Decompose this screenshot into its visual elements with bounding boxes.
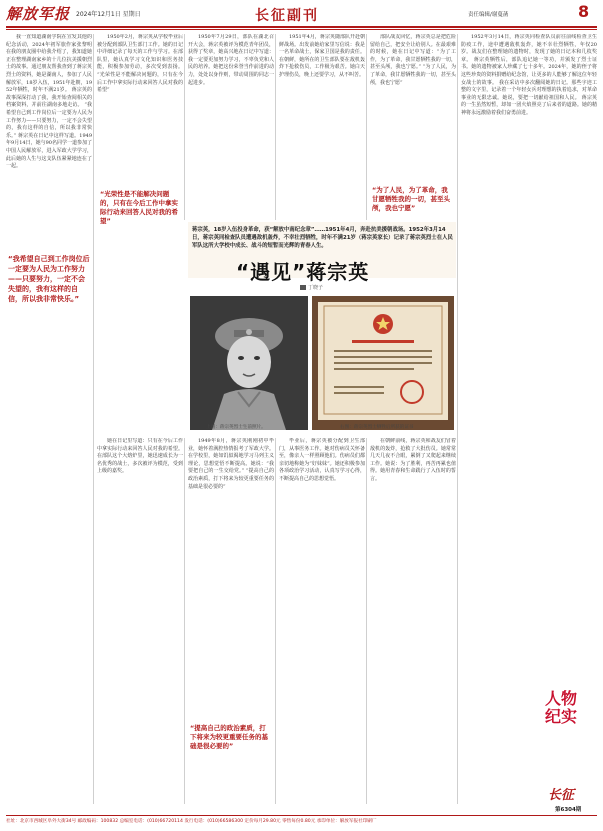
article-deck: 蒋宗英，18岁入伍投身革命，获“解放中南纪念章”……1951年4月，奔赴抗美援朝战场。1952年3月14日，蒋宗英同检查队员遭遇敌机轰炸，不幸壮烈牺牲，时年不满21岁（蒋宗英家长）记录了蒋宗英烈士在人民军队这所大学校中成长、战斗的短暂而光辉的青春人生。 [192,227,453,249]
photo-caption: 右图：蒋宗英烈士牺牲后所获的证书 [340,425,414,430]
author-name: 丁晓子 [308,285,324,291]
pull-quote: “为了人民，为了革命，我甘愿牺牲我的一切，甚至头颅，我也宁愿” [372,186,454,213]
article-column-10 [370,438,456,804]
column-divider [184,438,185,804]
certificate-photo [312,296,454,430]
byline-marker-icon [300,285,306,290]
newspaper-logo: 解放军报 [6,5,71,23]
masthead-rule [6,26,597,28]
article-text: 她在日记里写道：只有在今后工作中拿实际行动来回答人民对我的希望。在部队这个大熔炉里，她迅速成长为一名优秀的战士，多次被评为模范，受到上级的嘉奖。 [97,438,183,475]
article-headline: “遇见”蒋宗英 [236,260,370,284]
pull-quote: “提高自己的政治素质，打下将来为较更重要任务的基础是很必要的” [190,724,272,751]
column-divider [275,34,276,220]
article-column-3 [188,34,274,220]
article-text: 在朝鲜前线，蒋宗英和战友们冒着敌机的轰炸，抢救了大批伤员。她常常几天几夜不合眼，累倒了又爬起来继续工作。她说：为了胜利，再苦再累也值得。她用青春和生命践行了入伍时的誓言。 [370,438,456,482]
issue-number: 第6304期 [555,807,582,813]
article-column-9 [279,438,365,804]
article-text: 我一直知道湖南学院在宣发其他的纪念活动，2024年初军旅作家张黎明在我的朋友圈中给我介绍了，我知道她正在整理湖南家乡的十几位抗美援朝烈士的故事。通过朋友帮我查到了蒋宗英烈士的资料，她是湖南人，参加了人民解放军，18岁入伍，1951年赴朝，1952年牺牲，时年不满21岁。 蒋宗英的故事深深打动了我，我开始查阅相关的档案资料，并前往湖南多地走访。 “我希望自己到工作岗位后一定要为人民为工作努力——只要努力，一定不会失望的，我有这样的自信，所以我非常快乐。” 蒋宗英在日记中这样写道。1949年9月14日，她与90名同学一道参加了中国人民解放军，进入军政大学学习，此后她的人生与这支队伍紧紧地连在了一起。 [6,34,92,170]
column-divider [275,438,276,804]
masthead-rule-thin [6,29,597,30]
article-text: 1950年7月29日，部队在湖北召开大会，蒋宗英被评为模范青年团员，获得了奖章，她高兴地在日记中写道：我一定要更加努力学习，不辜负党和人民的培养。她把这份荣誉当作前进的动力，处处以身作则，带动周围的同志一起进步。 [188,34,274,86]
page-number: 8 [578,2,590,21]
article-column-7 [97,438,183,804]
article-text: 1952年3月14日，蒋宗英同检查队员前往前线检查卫生防疫工作，途中遭遇敌机轰炸，她不幸壮烈牺牲，年仅20岁。战友们在整理她的遗物时，发现了她的日记本和几枚奖章。 蒋宗英牺牲后，部队追记她一等功，并颁发了烈士证书。她的遗物被家人珍藏了七十多年。2024年，她的侄子将这些珍贵的资料捐赠给纪念馆，让更多的人能够了解这位年轻女战士的故事。 我在采访中多次翻阅她的日记。那些字迹工整的文字里，记录着一个年轻女兵对理想的执着追求，对革命事业的无限忠诚。她说，要把一切献给祖国和人民。 蒋宗英的一生虽然短暂，却如一团火焰照亮了后来者的道路。她的精神将永远激励着我们奋勇前进。 [461,34,597,116]
article-text: 毕业后，蒋宗英被分配到卫生部门，从事医务工作。她对伤病员关怀备至，像亲人一样照顾他们。伤病员们都亲切地称她为“好妹妹”。她还积极参加各项政治学习活动，认真写学习心得，不断提高自己的思想觉悟。 [279,438,365,482]
column-badge-line2: 纪实 [545,707,578,726]
pull-quote: “光荣性是不能解决问题的，只有在今后工作中拿实际行动来回答人民对我的希望” [100,190,182,226]
pull-quote: “我希望自己到工作岗位后一定要为人民为工作努力——只要努力，一定不会失望的，我有这样的自信，所以我非常快乐。” [8,255,90,303]
masthead [0,0,603,34]
column-badge-line1: 人物 [545,689,578,708]
column-divider [93,34,94,804]
portrait-photo [190,296,308,430]
byline [300,284,323,291]
footer-info: 社址：北京市西城区阜外大街34号 邮政编码：100832 总编室电话：(010)66720114 发行电话：(010)66586300 定价每月29.80元 零售每份0.80元 承印单位：解放军报社印刷厂 [6,819,377,824]
section-title: 长征副刊 [255,8,319,24]
article-text: 1951年4月，蒋宗英随部队开赴朝鲜战场。出发前她给家里写信说：我是一名革命战士，保家卫国是我的责任。在朝鲜，她所在的卫生部队要在敌机轰炸下抢救伤员，工作极为艰苦。她白天护理伤员，晚上还要学习，从不叫苦。 [279,34,365,78]
column-divider [366,34,367,220]
article-column-4 [279,34,365,220]
publication-date: 2024年12月1日 星期日 [76,11,141,18]
article-column-1 [6,34,92,804]
column-divider [457,34,458,804]
portrait-image [190,296,308,430]
article-text: 1950年2月，蒋宗英从学校毕业后被分配到部队卫生部门工作。她的日记中详细记录了每天的工作与学习。在部队里，她认真学习文化知识和医务技能，积极参加劳动，多次受到表扬。 “光荣性是不能解决问题的，只有在今后工作中拿实际行动来回答人民对我的希望” [97,34,183,94]
certificate-image [312,296,454,430]
column-badge [545,690,577,726]
column-divider [184,34,185,220]
photo-caption: 上图：蒋宗英烈士生前照片。 [206,425,266,430]
footer-rule [6,815,597,816]
supplement-logo: 长征 [548,788,575,803]
column-divider [366,438,367,804]
article-text: 部队战友回忆，蒋宗英总是把危险留给自己，把安全让给别人。在最艰难的时候，她在日记中写道：“为了工作，为了革命，我甘愿牺牲我的一切，甚至头颅，我也宁愿。” “为了人民，为了革命，我甘愿牺牲我的一切，甚至头颅，我也宁愿” [370,34,456,86]
responsible-editor: 责任编辑/谢蔓菡 [468,12,509,18]
article-text: 1949年8月，蒋宗英刚刚初中毕业，她怀着满腔热情报考了军政大学。在学校里，她如饥似渴地学习马列主义理论，思想觉悟不断提高。她说：“我要把自己的一生交给党。” “提高自己的政治素质，打下将来为较更重要任务的基础是很必要的” [188,438,274,490]
